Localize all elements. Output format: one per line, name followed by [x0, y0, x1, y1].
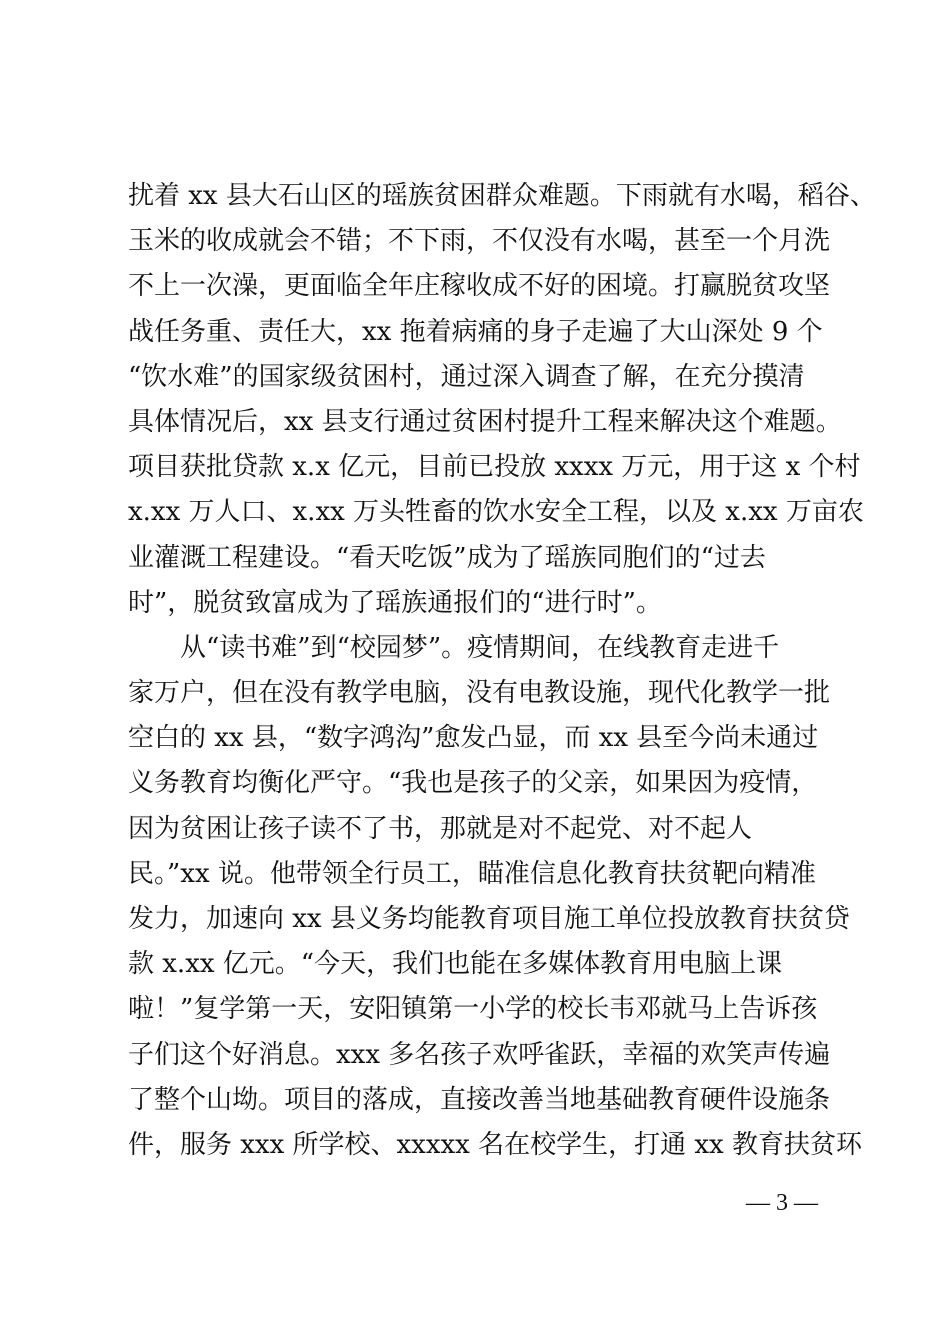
page-number: — 3 —	[746, 1190, 818, 1216]
text-line: 家万户，但在没有教学电脑，没有电教设施，现代化教学一批	[128, 678, 831, 709]
text-line: 因为贫困让孩子读不了书，那就是对不起党、对不起人	[128, 813, 753, 844]
text-line: 发力，加速向 xx 县义务均能教育项目施工单位投放教育扶贫贷	[128, 904, 850, 934]
text-line: 义务教育均衡化严守。“我也是孩子的父亲，如果因为疫情，	[128, 768, 818, 799]
text-line: x.xx 万人口、x.xx 万头牲畜的饮水安全工程，以及 x.xx 万亩农	[128, 497, 864, 528]
text-line: 战任务重、责任大，xx 拖着病痛的身子走遍了大山深处 9 个	[128, 316, 823, 347]
text-line: “饮水难”的国家级贫困村，通过深入调查了解，在充分摸清	[128, 361, 805, 392]
text-line: 玉米的收成就会不错；不下雨，不仅没有水喝，甚至一个月洗	[128, 226, 831, 257]
text-line: 子们这个好消息。xxx 多名孩子欢呼雀跃，幸福的欢笑声传遍	[128, 1039, 831, 1070]
text-line: 从“读书难”到“校园梦”。疫情期间，在线教育走进千	[128, 632, 780, 663]
text-line: 不上一次澡，更面临全年庄稼收成不好的困境。打赢脱贫攻坚	[128, 271, 831, 302]
text-line: 项目获批贷款 x.x 亿元，目前已投放 xxxx 万元，用于这 x 个村	[128, 452, 861, 483]
text-line: 业灌溉工程建设。“看天吃饭”成为了瑶族同胞们的“过去	[128, 542, 766, 573]
text-line: 了整个山坳。项目的落成，直接改善当地基础教育硬件设施条	[128, 1084, 831, 1115]
text-line: 扰着 xx 县大石山区的瑶族贫困群众难题。下雨就有水喝，稻谷、	[128, 181, 876, 211]
body-text	[128, 174, 876, 1168]
text-line: 空白的 xx 县，“数字鸿沟”愈发凸显，而 xx 县至今尚未通过	[128, 723, 819, 754]
text-line: 时”，脱贫致富成为了瑶族通报们的“进行时”。	[128, 587, 662, 618]
text-line: 民。”xx 说。他带领全行员工，瞄准信息化教育扶贫靶向精准	[128, 858, 816, 889]
text-line: 啦！”复学第一天，安阳镇第一小学的校长韦邓就马上告诉孩	[128, 994, 818, 1025]
text-line: 件，服务 xxx 所学校、xxxxx 名在校学生，打通 xx 教育扶贫环	[128, 1129, 862, 1160]
text-line: 款 x.xx 亿元。“今天，我们也能在多媒体教育用电脑上课	[128, 949, 783, 980]
text-line: 具体情况后，xx 县支行通过贫困村提升工程来解决这个难题。	[128, 406, 842, 437]
